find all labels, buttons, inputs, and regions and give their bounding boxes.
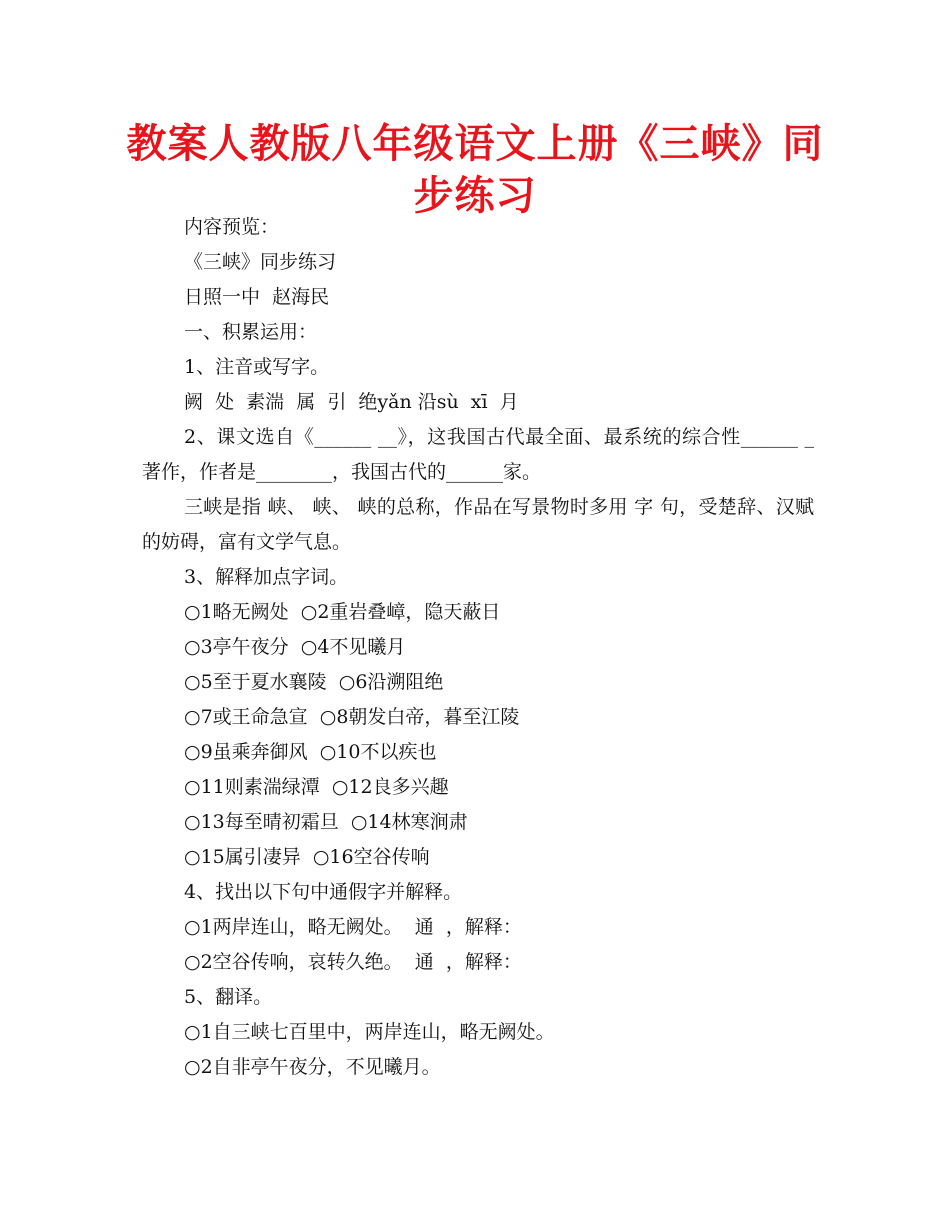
list-item: ○7或王命急宣 ○8朝发白帝，暮至江陵 bbox=[184, 706, 520, 728]
question-heading: 5、翻译。 bbox=[184, 986, 273, 1008]
question-heading: 4、找出以下句中通假字并解释。 bbox=[184, 881, 463, 903]
list-item: ○9虽乘奔御风 ○10不以疾也 bbox=[184, 741, 437, 763]
question-paragraph: 2、课文选自《______ __》，这我国古代最全面、最系统的综合性______ _著作，作者是________，我国古代的______家。 bbox=[142, 426, 814, 483]
question-heading: 3、解释加点字词。 bbox=[184, 566, 349, 588]
list-item: ○1自三峡七百里中，两岸连山，略无阙处。 bbox=[184, 1021, 555, 1043]
list-item: ○5至于夏水襄陵 ○6沿溯阻绝 bbox=[184, 671, 444, 693]
question-paragraph: 三峡是指 峡、 峡、 峡的总称，作品在写景物时多用 字 句，受楚辞、汉赋的妨碍，富有文学气息。 bbox=[142, 496, 814, 553]
pinyin-line: 阙 处 素湍 属 引 绝yǎn 沿sù xī 月 bbox=[184, 391, 519, 413]
document-title: 教案人教版八年级语文上册《三峡》同步练习 bbox=[126, 121, 824, 219]
section-heading: 一、积累运用： bbox=[184, 321, 318, 343]
text-line: 《三峡》同步练习 bbox=[184, 251, 337, 273]
list-item: ○13每至晴初霜旦 ○14林寒涧肃 bbox=[184, 811, 468, 833]
list-item: ○1略无阙处 ○2重岩叠嶂，隐天蔽日 bbox=[184, 601, 501, 623]
question-heading: 1、注音或写字。 bbox=[184, 356, 330, 378]
list-item: ○11则素湍绿潭 ○12良多兴趣 bbox=[184, 776, 449, 798]
list-item: ○1两岸连山，略无阙处。 通 ，解释： bbox=[184, 916, 522, 938]
text-line: 日照一中 赵海民 bbox=[184, 286, 330, 308]
document-body bbox=[142, 210, 814, 1085]
list-item: ○15属引凄异 ○16空谷传响 bbox=[184, 846, 430, 868]
list-item: ○2自非亭午夜分，不见曦月。 bbox=[184, 1056, 441, 1078]
list-item: ○3亭午夜分 ○4不见曦月 bbox=[184, 636, 406, 658]
list-item: ○2空谷传响，哀转久绝。 通 ，解释： bbox=[184, 951, 522, 973]
text-line: 内容预览： bbox=[184, 216, 280, 238]
